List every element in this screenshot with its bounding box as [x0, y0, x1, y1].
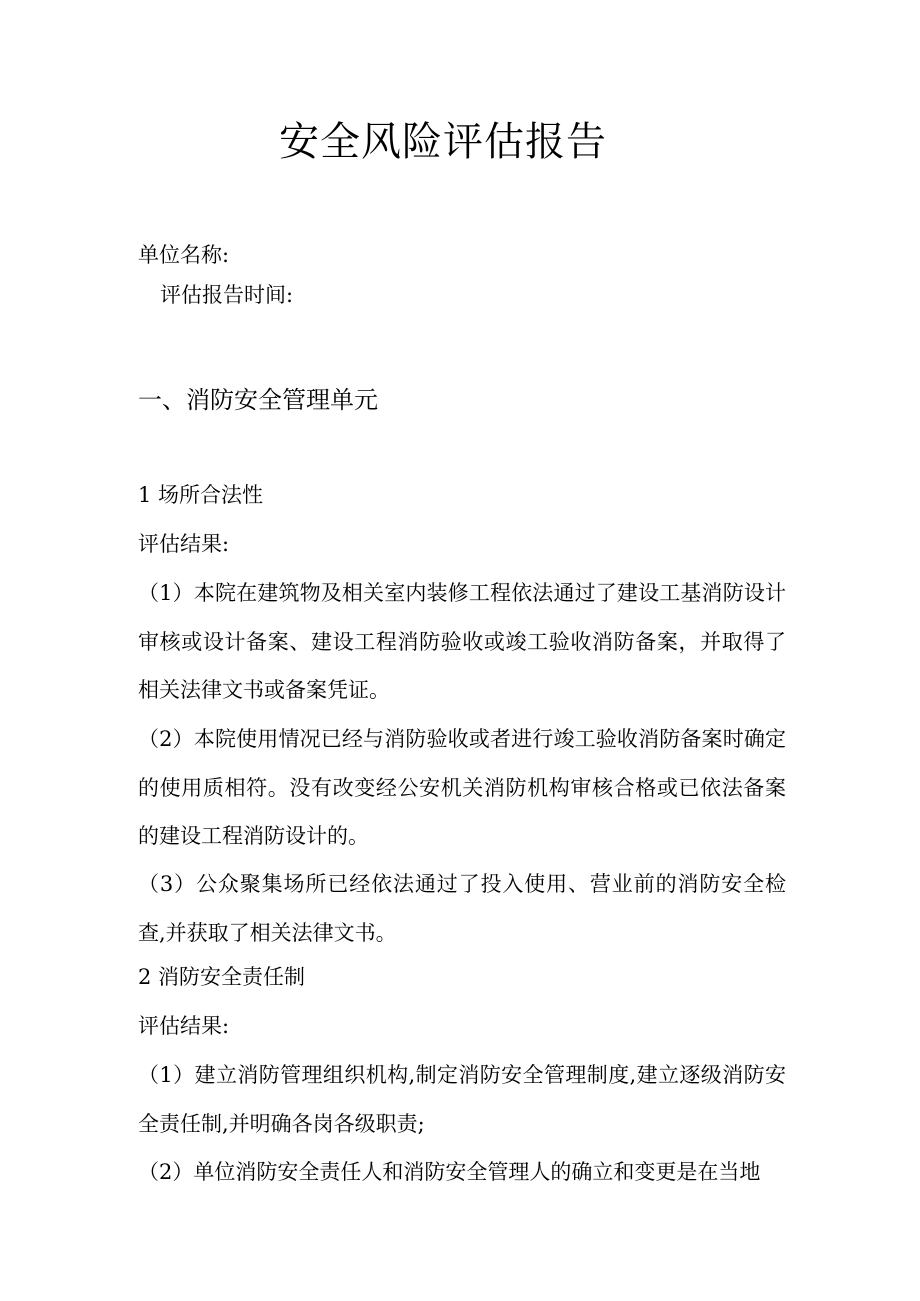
unit-name-label: 单位名称: — [138, 243, 230, 267]
paragraph-1-2: （2）本院使用情况已经与消防验收或者进行竣工验收消防备案时确定的使用质相符。没有改变经公安机关消防机构审核合格或已依法备案的建设工程消防设计的。 — [138, 727, 786, 848]
subsection-heading-2: 2 消防安全责任制 — [138, 965, 306, 989]
paragraph-2-1: （1）建立消防管理组织机构,制定消防安全管理制度,建立逐级消防安全责任制,并明确各岗各级职责; — [138, 1063, 786, 1136]
section-heading: 一、消防安全管理单元 — [138, 386, 378, 414]
result-label-2: 评估结果: — [138, 1014, 230, 1038]
paragraph-1-3: （3）公众聚集场所已经依法通过了投入使用、营业前的消防安全检查,并获取了相关法律文书。 — [138, 872, 786, 945]
subsection-heading-1: 1 场所合法性 — [138, 483, 264, 507]
paragraph-2-2: （2）单位消防安全责任人和消防安全管理人的确立和变更是在当地 — [138, 1160, 761, 1184]
report-time-label: 评估报告时间: — [160, 283, 294, 307]
document-title: 安全风险评估报告 — [279, 119, 607, 165]
result-label-1: 评估结果: — [138, 532, 230, 556]
paragraph-1-1: （1）本院在建筑物及相关室内装修工程依法通过了建设工基消防设计审核或设计备案、建设工程消防验收或竣工验收消防备案，并取得了相关法律文书或备案凭证。 — [138, 581, 786, 702]
